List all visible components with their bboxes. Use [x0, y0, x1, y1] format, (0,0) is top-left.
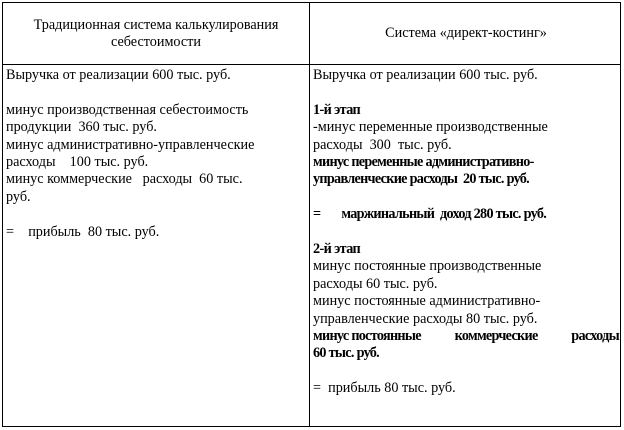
header-traditional	[3, 3, 309, 64]
fix-comm-word-1: минус постоянные	[313, 328, 421, 345]
header-divider	[3, 64, 620, 65]
traditional-cell	[6, 67, 306, 241]
right-fix-comm-2: 60 тыс. руб.	[313, 345, 380, 362]
left-profit: = прибыль 80 тыс. руб.	[6, 223, 160, 240]
left-prod-cost-2: продукции 360 тыс. руб.	[6, 119, 157, 136]
spacer	[6, 206, 306, 223]
spacer	[313, 189, 619, 206]
stage1-title: 1-й этап	[313, 101, 361, 118]
left-revenue: Выручка от реализации 600 тыс. руб.	[6, 67, 231, 83]
direct-costing-cell	[313, 67, 619, 398]
right-var-prod-1: -минус переменные производственные	[313, 119, 548, 136]
right-fix-admin-2: управленческие расходы 80 тыс. руб.	[313, 310, 538, 327]
stage2-title: 2-й этап	[313, 241, 361, 258]
spacer	[313, 84, 619, 101]
margin-equals: =	[313, 206, 321, 223]
header-traditional-line1: Традиционная система калькулирования	[33, 16, 279, 33]
spacer	[313, 224, 619, 241]
comparison-table	[2, 2, 621, 427]
right-var-prod-2: расходы 300 тыс. руб.	[313, 136, 452, 153]
right-var-admin-2: управленческие расходы 20 тыс. руб.	[313, 171, 530, 188]
right-fix-prod-1: минус постоянные производственные	[313, 258, 542, 275]
right-revenue: Выручка от реализации 600 тыс. руб.	[313, 67, 538, 83]
left-prod-cost-1: минус производственная себестоимость	[6, 101, 249, 118]
header-direct-costing	[310, 3, 622, 64]
left-admin-1: минус административно-управленческие	[6, 136, 255, 153]
spacer	[6, 84, 306, 101]
fix-comm-word-2: коммерческие	[454, 328, 538, 345]
right-fix-comm-1	[313, 328, 619, 345]
header-direct-costing-text: Система «директ-костинг»	[385, 25, 547, 41]
right-profit: = прибыль 80 тыс. руб.	[313, 380, 456, 397]
right-margin	[313, 206, 619, 223]
right-fix-prod-2: расходы 60 тыс. руб.	[313, 275, 438, 292]
right-fix-admin-1: минус постоянные административно-	[313, 293, 541, 310]
right-var-admin-1: минус переменные административно-	[313, 154, 534, 171]
column-divider	[309, 3, 310, 426]
left-commercial-1: минус коммерческие расходы 60 тыс.	[6, 171, 243, 188]
left-commercial-2: руб.	[6, 188, 31, 205]
margin-text: маржинальный доход 280 тыс. руб.	[341, 206, 547, 223]
spacer	[313, 363, 619, 380]
header-traditional-line2: себестоимости	[111, 33, 201, 50]
fix-comm-word-3: расходы	[571, 328, 619, 345]
left-admin-2: расходы 100 тыс. руб.	[6, 154, 149, 171]
